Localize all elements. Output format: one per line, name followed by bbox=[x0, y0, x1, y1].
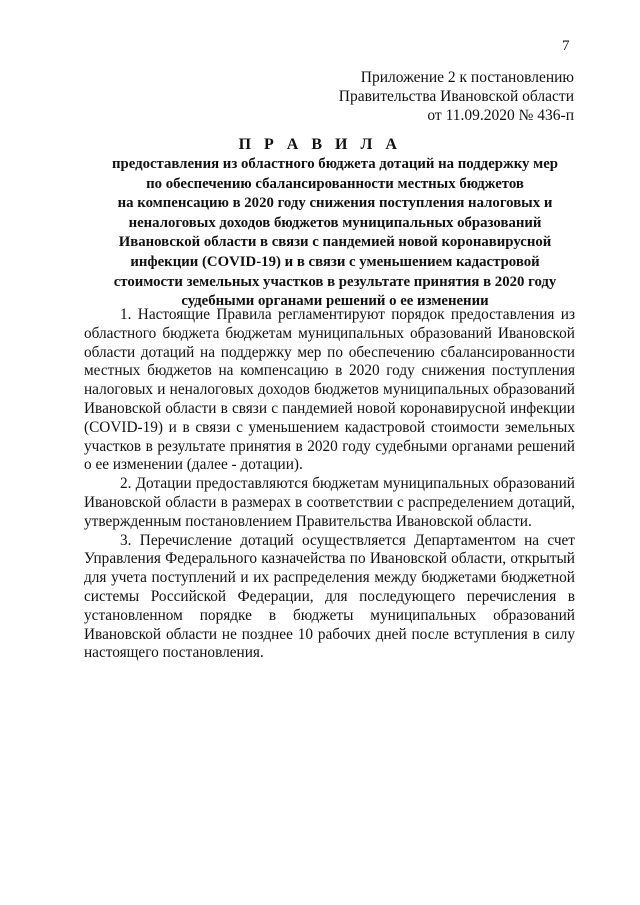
document-body bbox=[84, 306, 575, 663]
appendix-header bbox=[339, 68, 574, 125]
appendix-line: от 11.09.2020 № 436-п bbox=[427, 107, 574, 124]
paragraph-line: Управления Федерального казначейства по Ивановской области, открытый bbox=[84, 550, 575, 568]
document-subtitle bbox=[80, 155, 590, 312]
paragraph-line: 1. Настоящие Правила регламентируют порядок предоставления из bbox=[120, 306, 575, 323]
paragraph-1 bbox=[84, 306, 575, 475]
paragraph-line: Ивановской области в связи с пандемией новой коронавирусной инфекции bbox=[84, 399, 575, 417]
paragraph-line: утвержденным постановлением Правительства Ивановской области. bbox=[84, 512, 532, 530]
paragraph-line: для учета поступлений и их распределения между бюджетами бюджетной bbox=[84, 569, 575, 587]
subtitle-line: неналоговых доходов бюджетов муниципальных образований bbox=[128, 214, 542, 231]
document-title: П Р А В И Л А bbox=[238, 136, 402, 153]
page-number: 7 bbox=[562, 38, 570, 54]
subtitle-line: предоставления из областного бюджета дотаций на поддержку мер bbox=[111, 156, 559, 172]
paragraph-line: установленном порядке в бюджеты муниципальных образований bbox=[84, 606, 575, 624]
subtitle-line: Ивановской области в связи с пандемией новой коронавирусной bbox=[118, 234, 552, 251]
paragraph-line: настоящего постановления. bbox=[84, 644, 264, 662]
paragraph-line: области дотаций на поддержку мер по обеспечению сбалансированности bbox=[84, 343, 575, 361]
paragraph-line: областного бюджета бюджетам муниципальных образований Ивановской bbox=[84, 324, 575, 342]
paragraph-line: Ивановской области не позднее 10 рабочих дней после вступления в силу bbox=[84, 625, 575, 643]
appendix-line: Приложение 2 к постановлению bbox=[360, 69, 574, 86]
subtitle-line: на компенсацию в 2020 году снижения поступления налоговых и bbox=[117, 195, 553, 212]
paragraph-line: налоговых и неналоговых доходов бюджетов муниципальных образований bbox=[84, 381, 575, 399]
paragraph-line: системы Российской Федерации, для последующего перечисления в bbox=[84, 587, 575, 605]
paragraph-3 bbox=[84, 532, 575, 664]
subtitle-line: инфекции (COVID-19) и в связи с уменьшением кадастровой bbox=[130, 253, 540, 270]
appendix-line: Правительства Ивановской области bbox=[338, 88, 574, 105]
paragraph-line: 2. Дотации предоставляются бюджетам муниципальных образований bbox=[120, 475, 575, 493]
subtitle-line: стоимости земельных участков в результате принятия в 2020 году bbox=[113, 273, 557, 290]
paragraph-line: местных бюджетов на компенсацию в 2020 году снижения поступления bbox=[84, 362, 575, 380]
paragraph-line: 3. Перечисление дотаций осуществляется Департаментом на счет bbox=[120, 531, 575, 549]
paragraph-line: участков в результате принятия в 2020 году судебными органами решений bbox=[84, 437, 575, 455]
paragraph-line: (COVID-19) и в связи с уменьшением кадастровой стоимости земельных bbox=[84, 418, 575, 436]
paragraph-line: Ивановской области в размерах в соответствии с распределением дотаций, bbox=[84, 493, 575, 511]
subtitle-line: судебными органами решений о ее изменении bbox=[181, 293, 489, 310]
subtitle-line: по обеспечению сбалансированности местных бюджетов bbox=[146, 175, 524, 192]
paragraph-line: о ее изменении (далее - дотации). bbox=[84, 456, 303, 474]
paragraph-2 bbox=[84, 475, 575, 531]
